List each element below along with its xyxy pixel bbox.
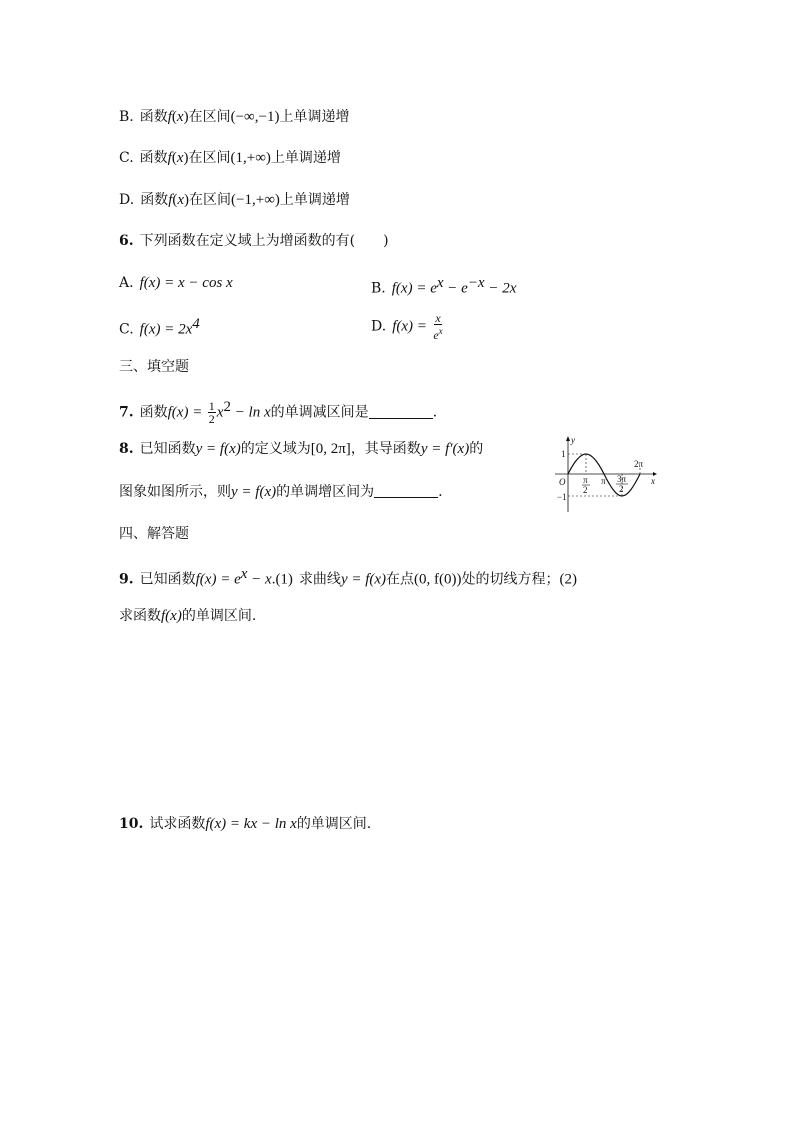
x-axis-label: x	[651, 476, 655, 486]
option-text: 函数	[140, 192, 169, 208]
math-sup: x	[436, 275, 444, 291]
option-text: 在区间	[189, 192, 232, 208]
option-b	[119, 107, 349, 127]
math-expr: f(x) = 2x	[139, 321, 193, 338]
option-letter: D.	[119, 192, 135, 208]
question-number: 9.	[119, 571, 134, 588]
question-text: 的单调增区间为	[276, 484, 375, 500]
question-text: 的单调减区间是	[270, 404, 369, 421]
question-text: 图象如图所示，则	[119, 484, 231, 500]
fraction-denominator: $e^x$	[433, 326, 443, 342]
math-interval: (−∞,−1)	[230, 109, 280, 125]
math-func: f	[167, 109, 172, 125]
math-fraction	[208, 400, 216, 425]
question-6	[119, 231, 389, 251]
question-text: 求函数	[119, 608, 161, 624]
math-arg: (x)	[171, 109, 189, 125]
option-letter: B.	[371, 280, 386, 297]
option-text: 函数	[139, 150, 168, 166]
question-text: 已知函数	[139, 441, 196, 457]
math-func: f	[168, 192, 173, 208]
question-text: .	[432, 404, 438, 421]
math-expr: y = f(x)	[340, 571, 387, 588]
q6-option-a	[119, 273, 233, 293]
math-expr: f(x) = x − cos x	[139, 275, 233, 291]
section-title: 三、填空题	[119, 359, 189, 375]
section-title: 四、解答题	[119, 526, 189, 542]
math-sup: x	[240, 566, 248, 582]
option-text: 在区间	[188, 150, 231, 166]
question-text: 已知函数	[139, 571, 196, 588]
math-expr: y = f(x)	[195, 441, 241, 457]
question-9-line-2	[119, 606, 256, 626]
math-point: (0, f(0))	[414, 571, 462, 588]
question-number: 6.	[119, 233, 134, 249]
math-expr: f(x) =	[167, 404, 203, 421]
tick-label: π	[601, 476, 606, 486]
question-7	[119, 397, 437, 425]
tick-label: −1	[557, 492, 567, 502]
part-label: .(1)	[271, 571, 293, 588]
option-letter: C.	[119, 150, 134, 166]
math-expr: − ln x	[230, 404, 271, 421]
question-number: 8.	[119, 441, 134, 457]
math-expr: f(x) = e	[391, 280, 437, 297]
math-expr: f(x) = e	[195, 571, 241, 588]
question-text: 在点	[386, 571, 415, 588]
question-number: 7.	[119, 404, 134, 421]
answer-blank[interactable]	[369, 404, 433, 419]
option-text: 上单调递增	[279, 192, 350, 208]
math-interval: (−1,+∞)	[231, 192, 280, 208]
question-8-line-2	[119, 482, 443, 502]
fraction-denominator: 2	[208, 412, 215, 427]
question-text: 的定义域为	[240, 441, 311, 457]
tick-label: 2π	[634, 459, 644, 469]
question-text: .	[438, 484, 443, 500]
math-expr: x	[216, 404, 224, 421]
part-label: (2)	[559, 571, 578, 588]
tick-label: 3π	[617, 474, 627, 484]
answer-blank[interactable]	[374, 483, 438, 498]
tick-label: 2	[583, 485, 588, 495]
math-expr: f(x) = kx − ln x	[205, 816, 297, 832]
question-text: 下列函数在定义域上为增函数的有( )	[139, 233, 389, 249]
derivative-curve	[568, 454, 640, 496]
question-text: 的单调区间.	[296, 816, 372, 832]
question-10	[119, 814, 371, 834]
option-letter: B.	[119, 109, 134, 125]
math-expr: f(x)	[161, 608, 182, 624]
fraction-numerator: 1	[208, 399, 215, 414]
option-text: 上单调递增	[279, 109, 350, 125]
question-9	[119, 564, 577, 590]
option-text: 上单调递增	[270, 150, 341, 166]
question-text: 求曲线	[298, 571, 341, 588]
math-expr: − 2x	[484, 280, 517, 297]
question-text: ，其导函数	[350, 441, 421, 457]
math-interval: (1,+∞)	[230, 150, 271, 166]
tick-label: π	[583, 475, 588, 485]
option-letter: C.	[119, 321, 134, 338]
math-fraction	[432, 312, 443, 341]
tick-label: 1	[561, 449, 566, 459]
math-func: f	[167, 150, 172, 166]
math-expr: − x	[247, 571, 272, 588]
math-expr: f(x) =	[392, 318, 427, 335]
math-arg: (x)	[171, 150, 189, 166]
origin-label: O	[559, 477, 566, 487]
option-letter: A.	[119, 275, 134, 291]
y-axis-label: y	[571, 435, 575, 445]
math-expr: y = f′(x)	[420, 441, 470, 457]
math-sup: 4	[192, 316, 200, 332]
math-sup: 2	[223, 399, 231, 415]
option-text: 函数	[139, 109, 168, 125]
math-interval: [0, 2π]	[310, 441, 351, 457]
q6-option-d	[371, 312, 445, 341]
derivative-graph	[553, 434, 663, 514]
q6-option-c	[119, 314, 200, 340]
option-c	[119, 148, 341, 168]
y-axis-arrow-icon	[566, 436, 570, 441]
question-text: 试求函数	[149, 816, 206, 832]
option-text: 在区间	[188, 109, 231, 125]
question-text: 的单调区间.	[181, 608, 257, 624]
fraction-numerator: x	[435, 311, 441, 325]
math-expr: − e	[443, 280, 468, 297]
question-text: 函数	[139, 404, 168, 421]
math-expr: y = f(x)	[231, 484, 277, 500]
question-text: 的	[469, 441, 484, 457]
question-number: 10.	[119, 816, 144, 832]
math-sup: −x	[467, 275, 485, 291]
question-8	[119, 439, 483, 459]
tick-label: 2	[619, 484, 624, 494]
question-text: 处的切线方程；	[461, 571, 560, 588]
q6-option-b	[371, 273, 516, 299]
option-letter: D.	[371, 318, 387, 335]
option-d	[119, 190, 350, 210]
math-arg: (x)	[172, 192, 190, 208]
